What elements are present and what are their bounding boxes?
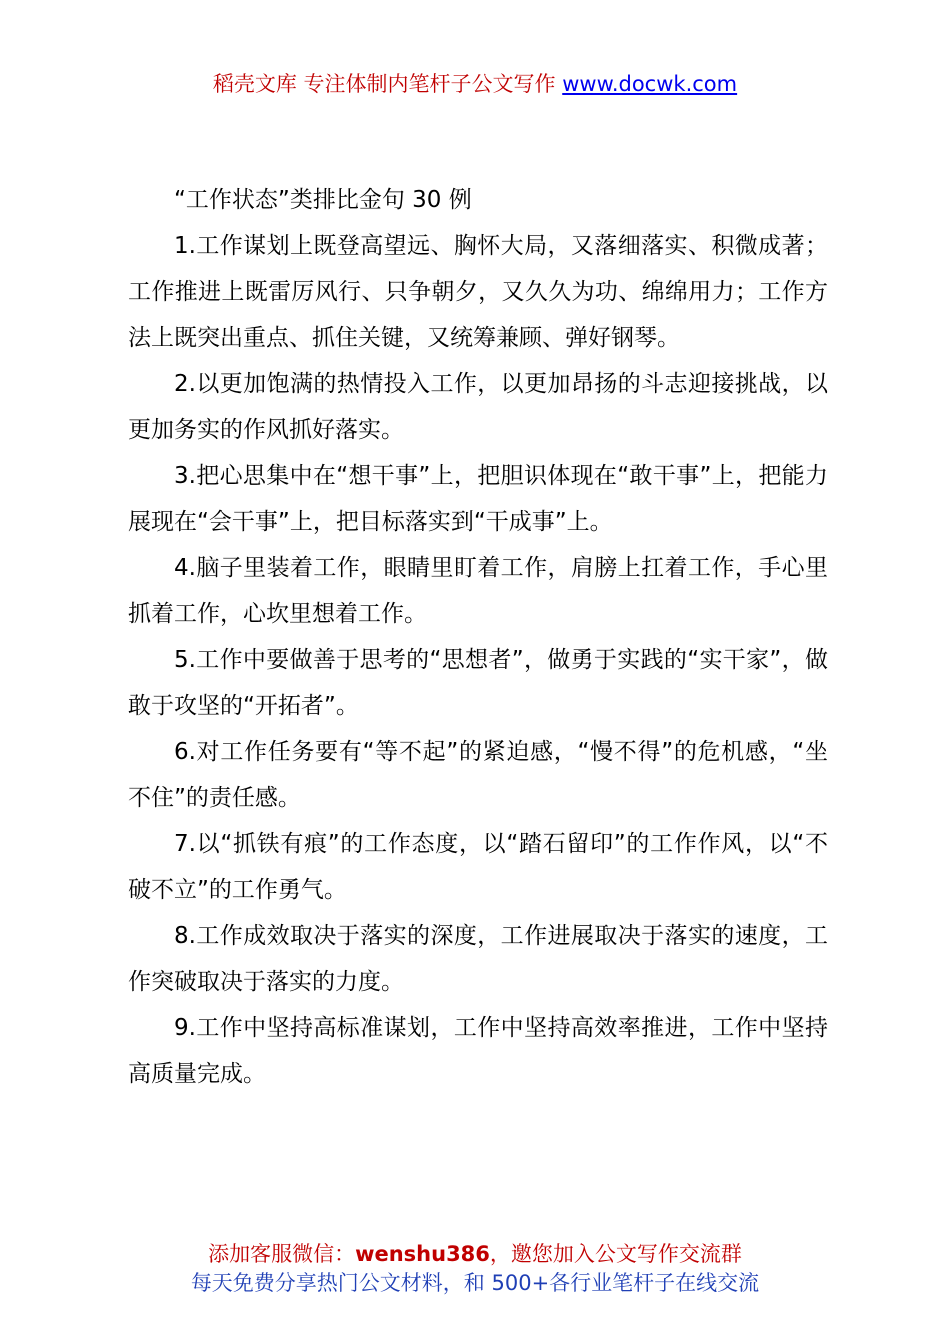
paragraph-3: 3.把心思集中在“想干事”上，把胆识体现在“敢干事”上，把能力展现在“会干事”上，把目标落实到“干成事”上。: [128, 463, 828, 535]
header-website-link[interactable]: www.docwk.com: [562, 72, 738, 96]
page-header: [0, 68, 950, 100]
paragraph-6: 6.对工作任务要有“等不起”的紧迫感，“慢不得”的危机感，“坐不住”的责任感。: [128, 739, 828, 811]
paragraph-1: 1.工作谋划上既登高望远、胸怀大局，又落细落实、积微成著；工作推进上既雷厉风行、只争朝夕，又久久为功、绵绵用力；工作方法上既突出重点、抓住关键，又统筹兼顾、弹好钢琴。: [128, 233, 828, 351]
paragraph-8: 8.工作成效取决于落实的深度，工作进展取决于落实的速度，工作突破取决于落实的力度。: [128, 923, 828, 995]
page-footer: [0, 1240, 950, 1298]
footer-contact-line: [0, 1240, 950, 1269]
document-title: “工作状态”类排比金句 30 例: [174, 187, 472, 213]
wechat-id: wenshu386: [355, 1242, 490, 1266]
document-body: [128, 177, 828, 1097]
paragraph-5: 5.工作中要做善于思考的“思想者”，做勇于实践的“实干家”，做敢于攻坚的“开拓者”。: [128, 647, 828, 719]
footer-contact-suffix: ，邀您加入公文写作交流群: [489, 1242, 742, 1266]
footer-promo-line: 每天免费分享热门公文材料，和 500+各行业笔杆子在线交流: [190, 1271, 760, 1295]
paragraph-7: 7.以“抓铁有痕”的工作态度，以“踏石留印”的工作作风，以“不破不立”的工作勇气。: [128, 831, 828, 903]
paragraph-2: 2.以更加饱满的热情投入工作，以更加昂扬的斗志迎接挑战，以更加务实的作风抓好落实。: [128, 371, 828, 443]
paragraph-9: 9.工作中坚持高标准谋划，工作中坚持高效率推进，工作中坚持高质量完成。: [128, 1015, 828, 1087]
footer-contact-prefix: 添加客服微信：: [208, 1242, 356, 1266]
header-brand-text: 稻壳文库 专注体制内笔杆子公文写作: [212, 72, 563, 96]
paragraph-4: 4.脑子里装着工作，眼睛里盯着工作，肩膀上扛着工作，手心里抓着工作，心坎里想着工作。: [128, 555, 828, 627]
